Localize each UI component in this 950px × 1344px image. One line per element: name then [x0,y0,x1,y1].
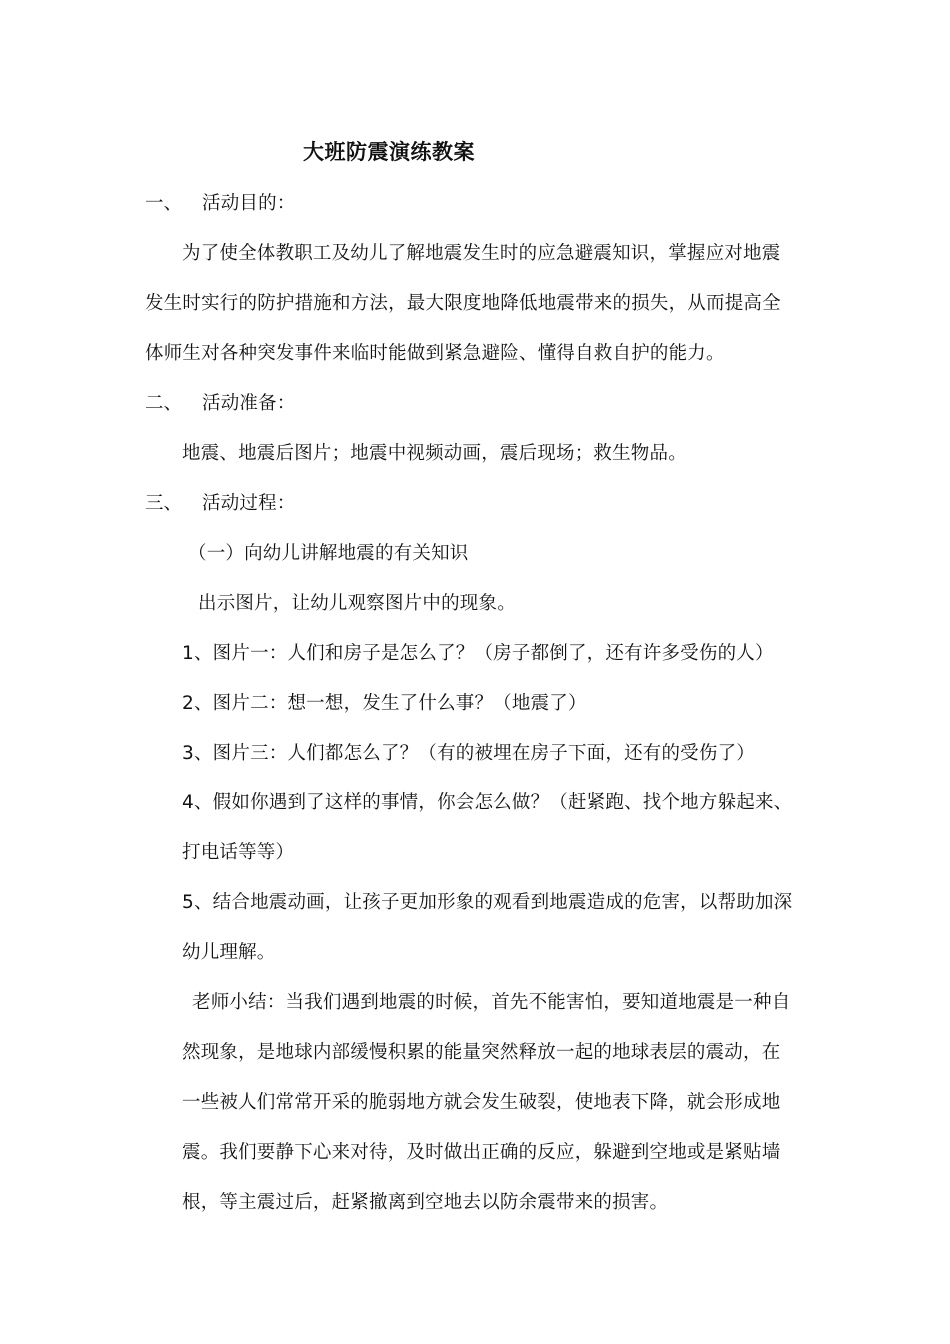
preparation-text: 地震、地震后图片；地震中视频动画，震后现场；救生物品。 [182,443,687,464]
paragraph-line: 为了使全体教职工及幼儿了解地震发生时的应急避震知识，掌握应对地震 [182,243,781,264]
summary-line: 老师小结：当我们遇到地震的时候，首先不能害怕，要知道地震是一种自 [192,992,791,1013]
process-item: 1、图片一：人们和房子是怎么了？（房子都倒了，还有许多受伤的人） [182,643,774,664]
summary-line: 震。我们要静下心来对待，及时做出正确的反应，躲避到空地或是紧贴墙 [182,1142,781,1163]
summary-line: 一些被人们常常开采的脆弱地方就会发生破裂，使地表下降，就会形成地 [182,1092,781,1113]
section-number-3: 三、 [145,493,183,514]
summary-line: 然现象，是地球内部缓慢积累的能量突然释放一起的地球表层的震动，在 [182,1042,781,1063]
paragraph-line: 发生时实行的防护措施和方法，最大限度地降低地震带来的损失，从而提高全 [145,293,781,314]
process-intro: 出示图片，让幼儿观察图片中的现象。 [198,593,516,614]
summary-line: 根，等主震过后，赶紧撤离到空地去以防余震带来的损害。 [182,1192,669,1213]
section-number-2: 二、 [145,393,183,414]
process-subheading: （一）向幼儿讲解地震的有关知识 [188,543,469,564]
section-heading-preparation: 活动准备： [202,393,296,414]
process-item: 打电话等等） [182,842,295,863]
process-item: 4、假如你遇到了这样的事情，你会怎么做？（赶紧跑、找个地方躲起来、 [182,792,793,813]
document-title: 大班防震演练教案 [303,140,475,164]
paragraph-line: 体师生对各种突发事件来临时能做到紧急避险、懂得自救自护的能力。 [145,343,725,364]
process-item: 幼儿理解。 [182,942,276,963]
process-item: 3、图片三：人们都怎么了？（有的被埋在房子下面，还有的受伤了） [182,743,755,764]
section-heading-purpose: 活动目的： [202,193,296,214]
section-number-1: 一、 [145,193,183,214]
section-heading-process: 活动过程： [202,493,296,514]
process-item: 5、结合地震动画，让孩子更加形象的观看到地震造成的危害，以帮助加深 [182,892,793,913]
process-item: 2、图片二：想一想，发生了什么事？（地震了） [182,693,587,714]
